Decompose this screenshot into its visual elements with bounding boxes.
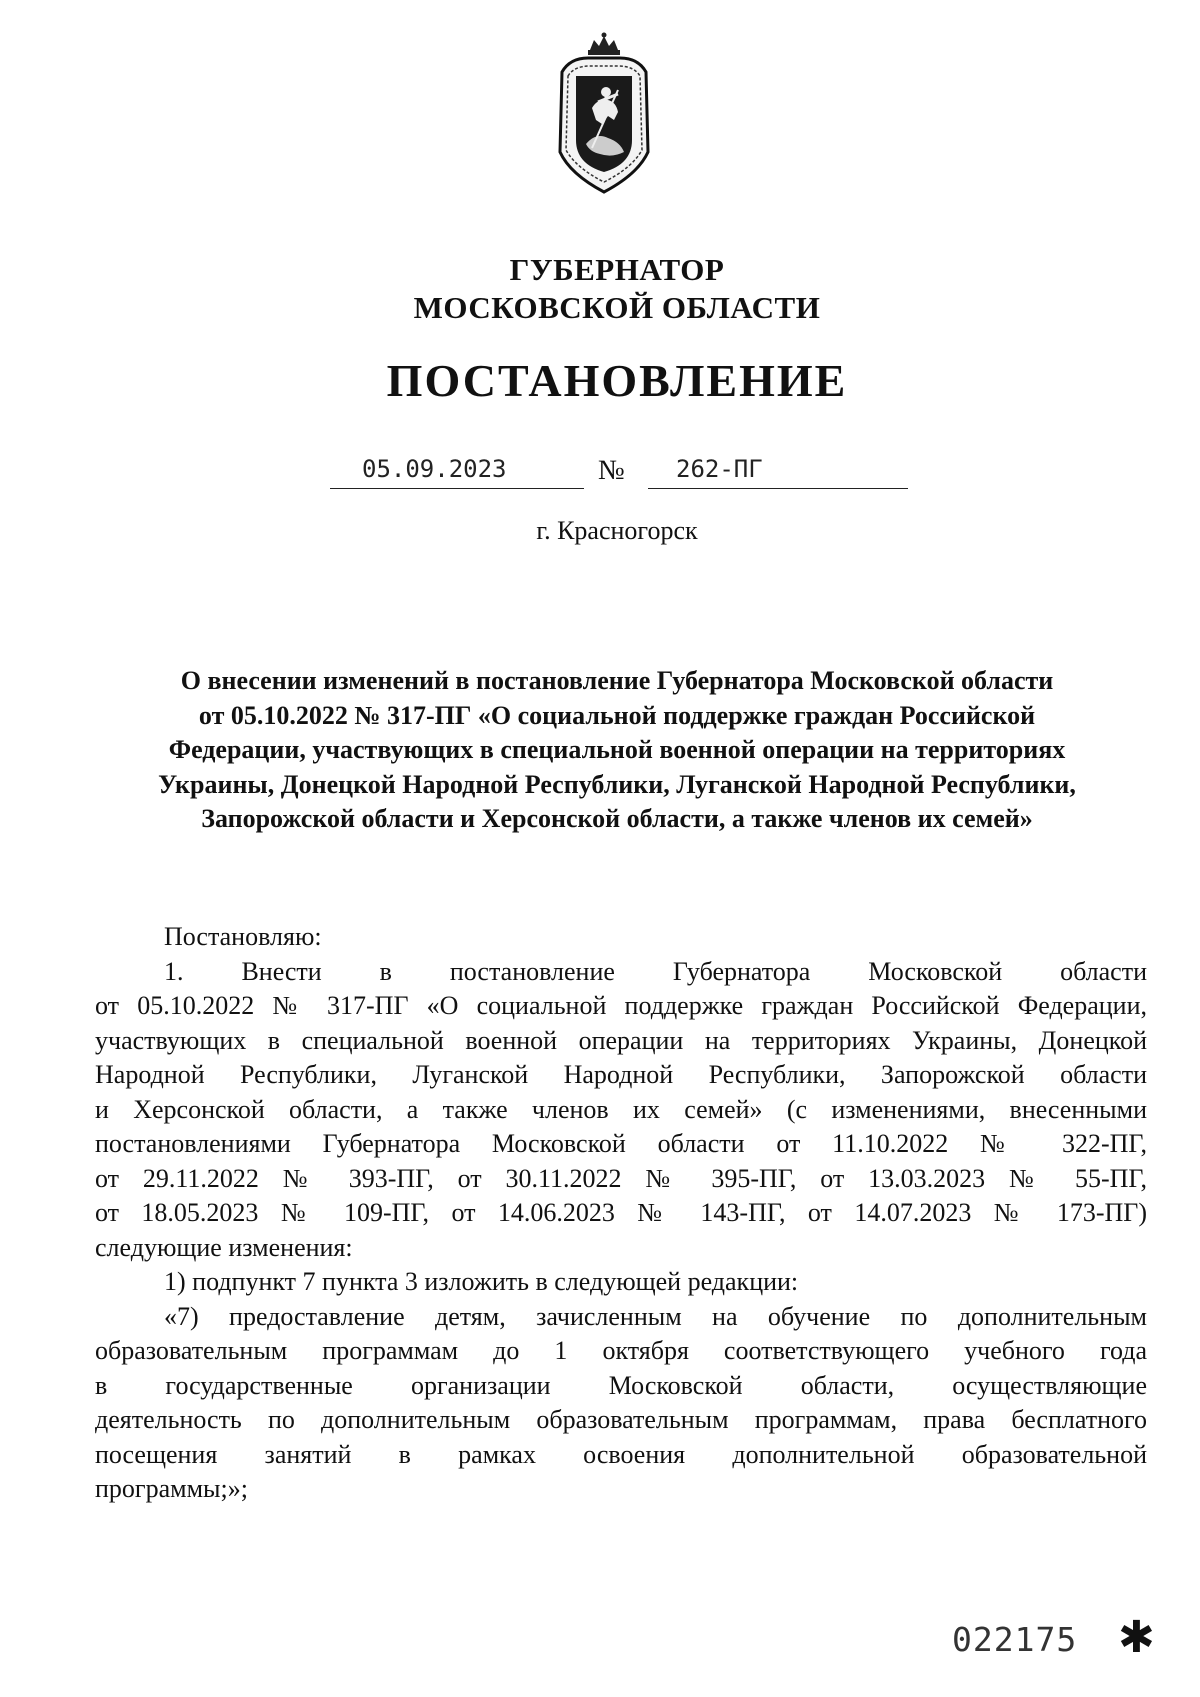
body-line: программы;»; bbox=[95, 1474, 248, 1503]
intro-paragraph: Постановляю: bbox=[164, 922, 322, 951]
body-line: от 29.11.2022 № 393-ПГ, от 30.11.2022 № 395-ПГ, от 13.03.2023 № 55-ПГ, bbox=[95, 1163, 1147, 1193]
body-line: следующие изменения: bbox=[95, 1232, 353, 1262]
document-title bbox=[100, 664, 1134, 837]
body-line: постановлениями Губернатора Московской области от 11.10.2022 № 322-ПГ, bbox=[95, 1129, 1147, 1158]
coat-of-arms-emblem bbox=[552, 32, 656, 196]
date-underline bbox=[330, 488, 584, 489]
body-line: Народной Республики, Луганской Народной Республики, Запорожской области bbox=[95, 1060, 1147, 1089]
number-sign: № bbox=[598, 455, 625, 486]
asterisk-mark-icon: ✱ bbox=[1118, 1612, 1155, 1663]
title-line: Федерации, участвующих в специальной военной операции на территориях bbox=[168, 735, 1066, 764]
item-1-paragraph bbox=[95, 955, 1147, 1266]
body-line: от 18.05.2023 № 109-ПГ, от 14.06.2023 № 143-ПГ, от 14.07.2023 № 173-ПГ) bbox=[95, 1198, 1147, 1227]
document-date: 05.09.2023 bbox=[362, 455, 507, 483]
body-line: деятельность по дополнительным образовательным программам, права бесплатного bbox=[95, 1405, 1147, 1434]
body-line: в государственные организации Московской области, осуществляющие bbox=[95, 1370, 1147, 1400]
document-number: 262-ПГ bbox=[676, 455, 763, 483]
document-type-heading: ПОСТАНОВЛЕНИЕ bbox=[386, 355, 848, 406]
serial-number: 022175 bbox=[952, 1620, 1078, 1659]
body-line: участвующих в специальной военной операции на территориях Украины, Донецкой bbox=[95, 1025, 1147, 1055]
number-underline bbox=[648, 488, 908, 489]
title-line: от 05.10.2022 № 317-ПГ «О социальной поддержке граждан Российской bbox=[198, 700, 1036, 730]
authority-name-line2: МОСКОВСКОЙ ОБЛАСТИ bbox=[413, 290, 821, 325]
title-line: Украины, Донецкой Народной Республики, Луганской Народной Республики, bbox=[158, 769, 1076, 799]
document-body bbox=[95, 920, 1147, 1507]
city-line: г. Красногорск bbox=[536, 516, 698, 545]
body-line: от 05.10.2022 № 317-ПГ «О социальной поддержке граждан Российской Федерации, bbox=[95, 991, 1147, 1020]
title-line: О внесении изменений в постановление Губернатора Московской области bbox=[180, 666, 1054, 695]
subitem-1-paragraph: 1) подпункт 7 пункта 3 изложить в следующей редакции: bbox=[164, 1267, 799, 1296]
quoted-text-paragraph bbox=[95, 1300, 1147, 1507]
body-line: посещения занятий в рамках освоения дополнительной образовательной bbox=[95, 1439, 1147, 1469]
authority-name-line1: ГУБЕРНАТОР bbox=[509, 252, 725, 287]
title-line: Запорожской области и Херсонской области, а также членов их семей» bbox=[201, 804, 1033, 833]
body-line: «7) предоставление детям, зачисленным на обучение по дополнительным bbox=[164, 1301, 1147, 1331]
body-line: и Херсонской области, а также членов их семей» (с изменениями, внесенными bbox=[95, 1094, 1147, 1124]
body-line: образовательным программам до 1 октября соответствующего учебного года bbox=[95, 1336, 1147, 1365]
body-line: 1. Внести в постановление Губернатора Московской области bbox=[164, 956, 1147, 986]
